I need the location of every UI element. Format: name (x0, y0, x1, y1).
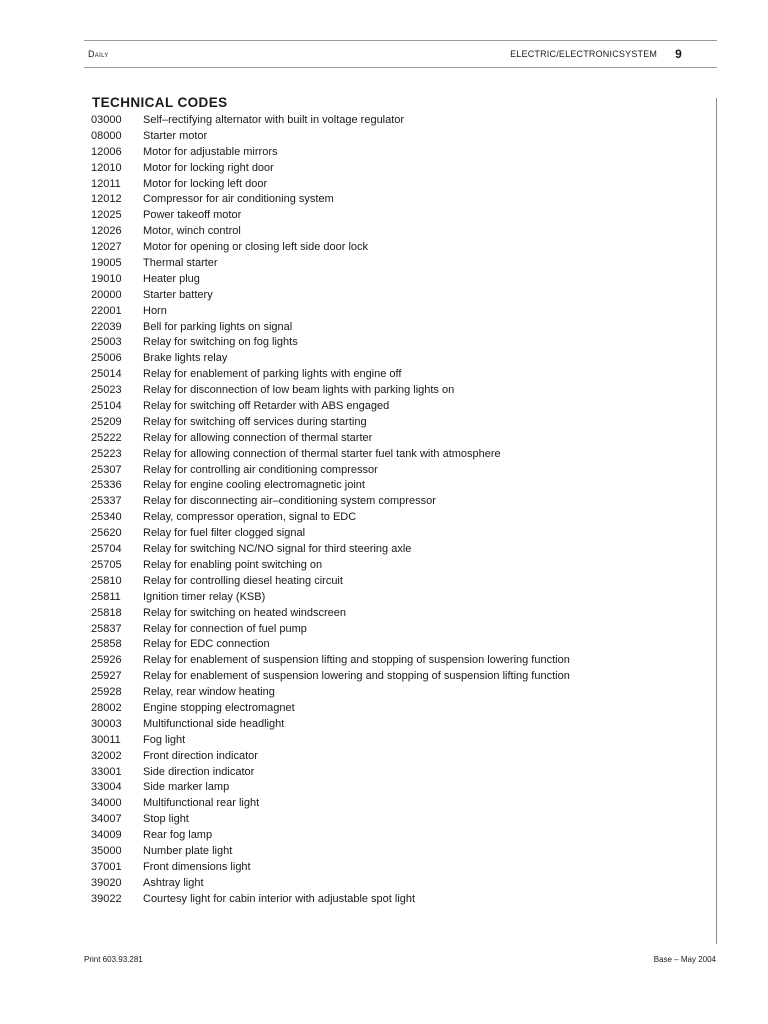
code-description: Relay for disconnecting air–conditioning system compressor (143, 495, 436, 508)
code-number: 25810 (91, 574, 122, 587)
code-row (91, 542, 570, 558)
code-description: Relay for switching off services during starting (143, 415, 367, 428)
code-description: Thermal starter (143, 257, 218, 270)
code-number: 25209 (91, 415, 122, 428)
code-number: 12006 (91, 145, 122, 158)
code-description: Motor for locking right door (143, 161, 274, 174)
code-row (91, 685, 570, 701)
code-number: 25705 (91, 558, 122, 571)
code-row (91, 653, 570, 669)
code-description: Relay for disconnection of low beam lights with parking lights on (143, 384, 455, 397)
code-row (91, 574, 570, 590)
code-description: Bell for parking lights on signal (143, 320, 293, 333)
code-row (91, 161, 570, 177)
code-row (91, 876, 570, 892)
code-number: 12026 (91, 225, 122, 238)
code-number: 19005 (91, 257, 122, 270)
code-description: Self–rectifying alternator with built in voltage regulator (143, 114, 405, 126)
code-number: 22039 (91, 320, 122, 333)
code-description: Heater plug (143, 272, 200, 285)
code-number: 34007 (91, 813, 122, 826)
code-number: 22001 (91, 304, 122, 317)
code-row (91, 622, 570, 638)
code-number: 20000 (91, 288, 122, 301)
code-row (91, 240, 570, 256)
code-number: 25014 (91, 368, 122, 381)
code-description: Motor for opening or closing left side door lock (143, 241, 369, 254)
code-description: Relay for connection of fuel pump (143, 622, 307, 635)
code-row (91, 892, 570, 908)
code-number: 25337 (91, 495, 122, 508)
code-number: 03000 (91, 114, 122, 126)
code-row (91, 192, 570, 208)
code-description: Multifunctional rear light (143, 797, 260, 810)
code-description: Relay for enablement of parking lights with engine off (143, 368, 402, 381)
code-description: Side direction indicator (143, 765, 255, 778)
code-description: Relay for EDC connection (143, 638, 270, 651)
code-number: 39020 (91, 876, 122, 889)
code-description: Brake lights relay (143, 352, 228, 365)
code-number: 12011 (91, 177, 121, 190)
code-row (91, 494, 570, 510)
code-description: Stop light (143, 813, 189, 826)
code-number: 25340 (91, 511, 122, 524)
code-row (91, 113, 570, 129)
code-number: 08000 (91, 129, 122, 142)
code-description: Multifunctional side headlight (143, 717, 285, 730)
code-number: 35000 (91, 844, 122, 857)
code-number: 30011 (91, 733, 121, 746)
code-number: 25927 (91, 670, 122, 683)
code-row (91, 812, 570, 828)
code-number: 25704 (91, 543, 122, 556)
code-description: Compressor for air conditioning system (143, 193, 334, 206)
code-row (91, 558, 570, 574)
code-description: Courtesy light for cabin interior with adjustable spot light (143, 892, 416, 905)
code-description: Relay for fuel filter clogged signal (143, 527, 306, 540)
code-description: Relay for enablement of suspension lifting and stopping of suspension lowering function (143, 654, 570, 667)
code-row (91, 272, 570, 288)
code-description: Relay for enabling point switching on (143, 558, 323, 571)
code-description: Front dimensions light (143, 860, 251, 873)
code-description: Relay for engine cooling electromagnetic joint (143, 479, 365, 492)
code-description: Relay for allowing connection of thermal starter fuel tank with atmosphere (143, 447, 501, 460)
code-row (91, 749, 570, 765)
code-number: 34009 (91, 829, 122, 842)
code-description: Relay, compressor operation, signal to EDC (143, 511, 357, 524)
code-row (91, 431, 570, 447)
code-description: Relay for allowing connection of thermal starter (143, 431, 373, 444)
code-number: 12012 (91, 193, 122, 206)
code-description: Engine stopping electromagnet (143, 701, 295, 714)
code-row (91, 351, 570, 367)
code-row (91, 606, 570, 622)
code-row (91, 669, 570, 685)
code-description: Ashtray light (143, 876, 204, 889)
code-number: 39022 (91, 892, 122, 905)
code-number: 25223 (91, 447, 122, 460)
code-description: Side marker lamp (143, 781, 230, 794)
code-description: Fog light (143, 733, 186, 746)
section-heading: TECHNICAL CODES (92, 95, 228, 110)
code-row (91, 335, 570, 351)
code-number: 25811 (91, 590, 121, 603)
margin-rule (716, 98, 717, 944)
code-number: 34000 (91, 797, 122, 810)
code-row (91, 717, 570, 733)
code-number: 25222 (91, 431, 122, 444)
code-number: 25006 (91, 352, 122, 365)
code-description: Number plate light (143, 844, 233, 857)
code-row (91, 765, 570, 781)
code-number: 25926 (91, 654, 122, 667)
code-row (91, 367, 570, 383)
code-number: 25620 (91, 527, 122, 540)
code-description: Rear fog lamp (143, 829, 213, 842)
code-row (91, 415, 570, 431)
code-description: Relay for switching off Retarder with ABS engaged (143, 400, 390, 413)
code-row (91, 288, 570, 304)
code-row (91, 478, 570, 494)
code-description: Starter battery (143, 288, 213, 301)
code-number: 33004 (91, 781, 122, 794)
code-row (91, 208, 570, 224)
code-row (91, 129, 570, 145)
code-row (91, 256, 570, 272)
code-description: Motor for adjustable mirrors (143, 145, 278, 158)
header-title: Daily (88, 49, 109, 59)
code-row (91, 224, 570, 240)
header-rule-top (84, 40, 717, 41)
code-description: Starter motor (143, 129, 208, 142)
code-row (91, 447, 570, 463)
page-number: 9 (675, 47, 682, 61)
code-description: Motor for locking left door (143, 177, 268, 190)
code-description: Relay for switching NC/NO signal for third steering axle (143, 543, 412, 556)
code-number: 25858 (91, 638, 122, 651)
code-row (91, 463, 570, 479)
code-number: 25818 (91, 606, 122, 619)
code-description: Motor, winch control (143, 225, 241, 238)
code-number: 37001 (91, 860, 122, 873)
code-row (91, 145, 570, 161)
code-number: 25023 (91, 384, 122, 397)
code-number: 25307 (91, 463, 122, 476)
code-row (91, 844, 570, 860)
code-description: Relay for switching on fog lights (143, 336, 298, 349)
code-row (91, 177, 570, 193)
code-number: 25837 (91, 622, 122, 635)
code-description: Horn (143, 304, 167, 317)
code-number: 25336 (91, 479, 122, 492)
code-row (91, 304, 570, 320)
code-number: 12010 (91, 161, 122, 174)
code-description: Relay for controlling diesel heating circuit (143, 574, 343, 587)
header-section: ELECTRIC/ELECTRONICSYSTEM (510, 49, 658, 59)
footer-edition: Base – May 2004 (653, 955, 716, 964)
code-number: 33001 (91, 765, 122, 778)
code-description: Relay for controlling air conditioning compressor (143, 463, 378, 476)
codes-list (91, 113, 570, 908)
header-right (510, 47, 682, 61)
code-description: Relay for enablement of suspension lowering and stopping of suspension lifting function (143, 670, 570, 683)
header-rule-bottom (84, 67, 717, 68)
code-description: Front direction indicator (143, 749, 258, 762)
footer-print-ref: Print 603.93.281 (84, 955, 143, 964)
code-number: 28002 (91, 701, 122, 714)
code-number: 12027 (91, 241, 122, 254)
code-row (91, 590, 570, 606)
code-row (91, 733, 570, 749)
code-number: 25003 (91, 336, 122, 349)
code-row (91, 796, 570, 812)
code-row (91, 637, 570, 653)
code-row (91, 510, 570, 526)
code-number: 12025 (91, 209, 122, 222)
code-description: Relay for switching on heated windscreen (143, 606, 347, 619)
code-description: Relay, rear window heating (143, 686, 275, 699)
code-description: Ignition timer relay (KSB) (143, 590, 266, 603)
code-row (91, 320, 570, 336)
code-number: 30003 (91, 717, 122, 730)
code-row (91, 860, 570, 876)
code-row (91, 828, 570, 844)
code-row (91, 526, 570, 542)
code-number: 25104 (91, 400, 122, 413)
code-row (91, 701, 570, 717)
code-number: 25928 (91, 686, 122, 699)
code-row (91, 383, 570, 399)
code-number: 32002 (91, 749, 122, 762)
code-number: 19010 (91, 272, 122, 285)
code-description: Power takeoff motor (143, 209, 242, 222)
code-row (91, 399, 570, 415)
code-row (91, 780, 570, 796)
